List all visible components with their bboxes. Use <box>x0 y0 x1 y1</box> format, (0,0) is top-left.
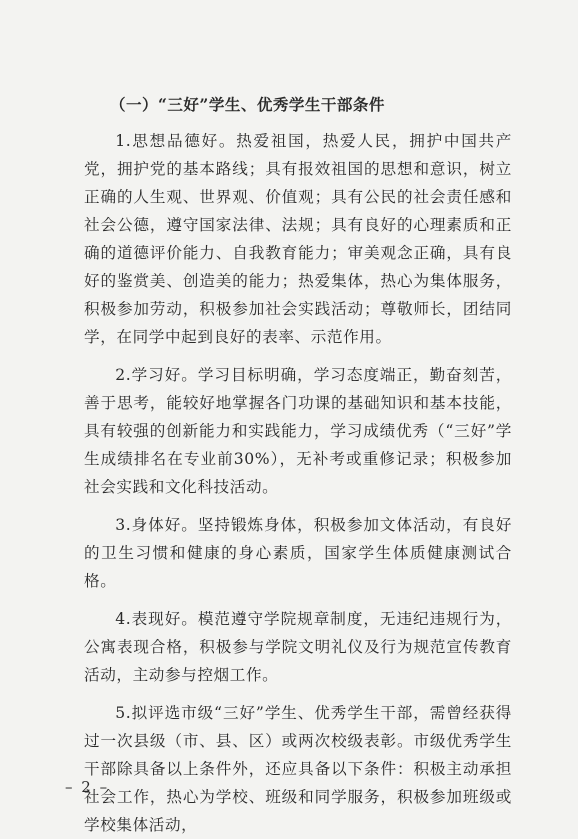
paragraph-study: 2.学习好。学习目标明确，学习态度端正，勤奋刻苦，善于思考，能较好地掌握各门功课的基础知识和基本技能，具有较强的创新能力和实践能力，学习成绩优秀（“三好”学生成绩排名在专业前30%），无补考或重修记录；积极参加社会实践和文化科技活动。 <box>84 366 512 496</box>
paragraph-city-level: 5.拟评选市级“三好”学生、优秀学生干部，需曾经获得过一次县级（市、县、区）或两次校级表彰。市级优秀学生干部除具备以上条件外，还应具备以下条件：积极主动承担社会工作，热心为学校、班级和同学服务，积极参加班级或学校集体活动， <box>84 704 512 834</box>
paragraph-moral: 1.思想品德好。热爱祖国，热爱人民，拥护中国共产党，拥护党的基本路线；具有报效祖国的思想和意识，树立正确的人生观、世界观、价值观；具有公民的社会责任感和社会公德，遵守国家法律、法规；具有良好的心理素质和正确的道德评价能力、自我教育能力；审美观念正确，具有良好的鉴赏美、创造美的能力；热爱集体，热心为集体服务，积极参加劳动，积极参加社会实践活动；尊敬师长，团结同学，在同学中起到良好的表率、示范作用。 <box>84 132 512 346</box>
page-number: – 2 – <box>65 778 110 796</box>
paragraph-health: 3.身体好。坚持锻炼身体，积极参加文体活动，有良好的卫生习惯和健康的身心素质，国家学生体质健康测试合格。 <box>84 516 512 590</box>
section-heading: （一）“三好”学生、优秀学生干部条件 <box>110 95 385 114</box>
paragraph-conduct: 4.表现好。模范遵守学院规章制度，无违纪违规行为，公寓表现合格，积极参与学院文明礼仪及行为规范宣传教育活动，主动参与控烟工作。 <box>84 610 512 684</box>
